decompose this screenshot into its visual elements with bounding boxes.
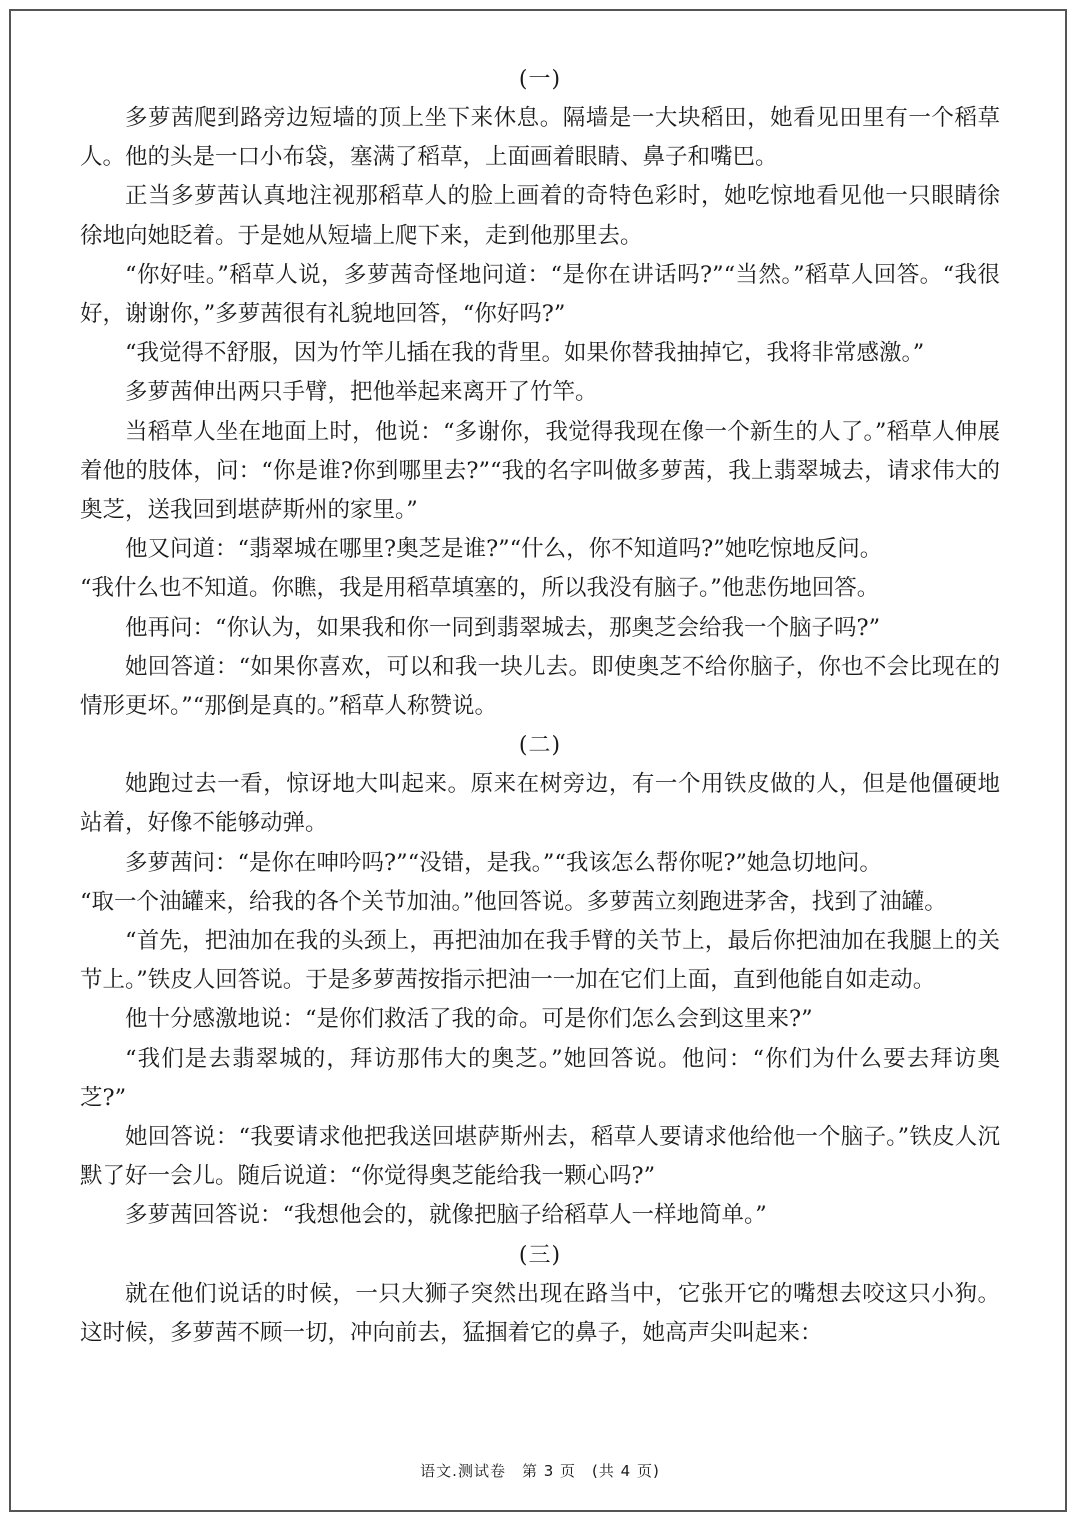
section-3 — [80, 1236, 1000, 1353]
section-title: (三) — [518, 1242, 562, 1268]
paragraph: “我觉得不舒服，因为竹竿儿插在我的背里。如果你替我抽掉它，我将非常感激。” — [125, 340, 925, 367]
paragraph: 他再问：“你认为，如果我和你一同到翡翠城去，那奥芝会给我一个脑子吗?” — [125, 614, 881, 641]
paragraph: 多萝茜爬到路旁边短墙的顶上坐下来休息。隔墙是一大块稻田，她看见田里有一个稻草人。他的头是一口小布袋，塞满了稻草，上面画着眼睛、鼻子和嘴巴。 — [80, 105, 1000, 171]
paragraph: “我们是去翡翠城的，拜访那伟大的奥芝。”她回答说。他问：“你们为什么要去拜访奥芝?” — [80, 1045, 1000, 1111]
paragraph: 她跑过去一看，惊讶地大叫起来。原来在树旁边，有一个用铁皮做的人，但是他僵硬地站着，好像不能够动弹。 — [80, 771, 1000, 837]
paragraph: 多萝茜伸出两只手臂，把他举起来离开了竹竿。 — [125, 379, 598, 406]
paragraph: “你好哇。”稻草人说，多萝茜奇怪地问道：“是你在讲话吗?”“当然。”稻草人回答。“我很好，谢谢你，”多萝茜很有礼貌地回答，“你好吗?” — [80, 261, 1000, 328]
section-title: (一) — [518, 67, 562, 92]
section-1 — [80, 60, 1000, 726]
document-body — [80, 60, 1000, 1353]
paragraph: 就在他们说话的时候，一只大狮子突然出现在路当中，它张开它的嘴想去咬这只小狗。这时候，多萝茜不顾一切，冲向前去，猛掴着它的鼻子，她高声尖叫起来： — [80, 1280, 1000, 1346]
paragraph: 多萝茜回答说：“我想他会的，就像把脑子给稻草人一样地简单。” — [125, 1202, 767, 1229]
paragraph: 他十分感激地说：“是你们救活了我的命。可是你们怎么会到这里来?” — [125, 1006, 813, 1033]
paragraph: 她回答道：“如果你喜欢，可以和我一块儿去。即使奥芝不给你脑子，你也不会比现在的情形更坏。”“那倒是真的。”稻草人称赞说。 — [80, 653, 1000, 720]
paragraph: 多萝茜问：“是你在呻吟吗?”“没错，是我。”“我该怎么帮你呢?”她急切地问。 — [125, 849, 882, 876]
paragraph: 正当多萝茜认真地注视那稻草人的脸上画着的奇特色彩时，她吃惊地看见他一只眼睛徐徐地向她眨着。于是她从短墙上爬下来，走到他那里去。 — [80, 183, 1000, 249]
paragraph: 当稻草人坐在地面上时，他说：“多谢你，我觉得我现在像一个新生的人了。”稻草人伸展着他的肢体，问：“你是谁?你到哪里去?”“我的名字叫做多萝茜，我上翡翠城去，请求伟大的奥芝，送我回到堪萨斯州的家里。” — [80, 418, 1000, 524]
paragraph: “取一个油罐来，给我的各个关节加油。”他回答说。多萝茜立刻跑进茅舍，找到了油罐。 — [80, 888, 947, 915]
paragraph: “我什么也不知道。你瞧，我是用稻草填塞的，所以我没有脑子。”他悲伤地回答。 — [80, 575, 880, 602]
paragraph: 他又问道：“翡翠城在哪里?奥芝是谁?”“什么，你不知道吗?”她吃惊地反问。 — [125, 536, 883, 563]
paragraph: “首先，把油加在我的头颈上，再把油加在我手臂的关节上，最后你把油加在我腿上的关节上。”铁皮人回答说。于是多萝茜按指示把油一一加在它们上面，直到他能自如走动。 — [80, 928, 1000, 994]
paragraph: 她回答说：“我要请求他把我送回堪萨斯州去，稻草人要请求他给他一个脑子。”铁皮人沉默了好一会儿。随后说道：“你觉得奥芝能给我一颗心吗?” — [80, 1124, 1000, 1190]
section-2 — [80, 726, 1000, 1235]
section-title: (二) — [518, 733, 562, 759]
page-footer: 语文.测试卷 第 3 页 (共 4 页) — [420, 1462, 660, 1480]
